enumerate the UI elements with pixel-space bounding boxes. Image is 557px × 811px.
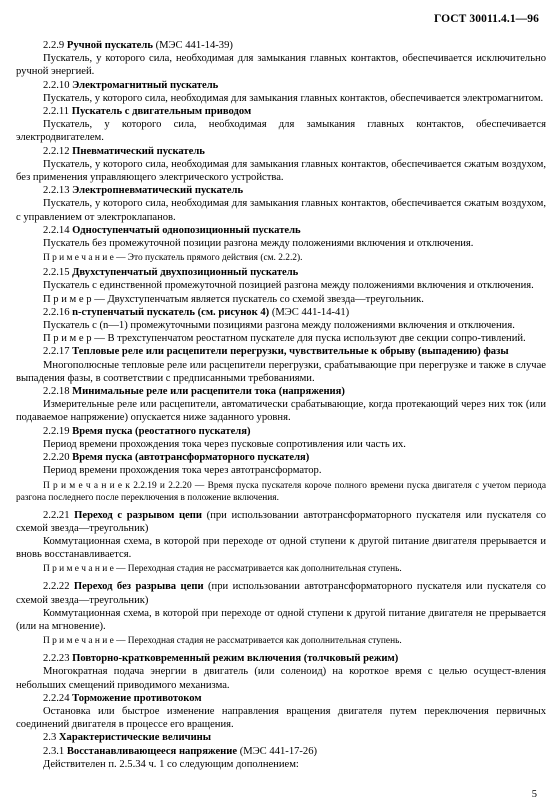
- section-heading: [16, 266, 546, 279]
- example-text: — В трехступенчатом реостатном пускателе для пуска используют две секции сопро-тивлений.: [91, 333, 526, 345]
- section-number: 2.2.20: [43, 452, 70, 464]
- section-title: Пневматический пускатель: [72, 145, 205, 157]
- definition-text: Период времени прохождения тока через автотрансформатор.: [43, 465, 322, 477]
- section-number: 2.2.10: [43, 79, 70, 91]
- section-heading: [16, 105, 546, 118]
- example-label: П р и м е р: [43, 293, 92, 305]
- section-number: 2.2.13: [43, 185, 70, 197]
- section-heading: [16, 184, 546, 197]
- definition-text: Пускатель с единственной промежуточной позицией разгона между положениями включения и отключения.: [43, 280, 534, 292]
- example-label: П р и м е р: [43, 333, 92, 345]
- section-heading: [16, 145, 546, 158]
- section-title: n-ступенчатый пускатель (см. рисунок 4): [72, 306, 270, 318]
- definition-text: Пускатель, у которого сила, необходимая для замыкания главных контактов, обеспечивается сжатым воздухом, с управлением от электроклапанов.: [16, 198, 546, 223]
- definition-text: Период времени прохождения тока через пусковые сопротивления или часть их.: [43, 438, 406, 450]
- section-number: 2.2.11: [43, 106, 70, 118]
- definition-text: Пускатель, у которого сила, необходимая для замыкания главных контактов, обеспечивается исключительно ручной энергией.: [16, 53, 546, 78]
- section-number: 2.2.22: [43, 581, 70, 593]
- section-number: 2.2.18: [43, 386, 70, 398]
- note-label: П р и м е ч а н и е: [43, 564, 114, 575]
- note-text: — Переходная стадия не рассматривается как дополнительная ступень.: [113, 636, 402, 647]
- section-title: Тепловые реле или расцепители перегрузки, чувствительные к обрыву (выпадению) фазы: [72, 346, 509, 358]
- section-heading: [16, 79, 546, 92]
- section-title: Одноступенчатый однопозиционный пускатель: [72, 224, 301, 236]
- section-number: 2.2.23: [43, 653, 70, 665]
- definition-text: Пускатель с (n—1) промежуточными позициями разгона между положениями включения и отключения.: [43, 320, 515, 332]
- section-number: 2.2.15: [43, 267, 70, 279]
- section-title: Торможение противотоком: [72, 692, 202, 704]
- note-text: — Переходная стадия не рассматривается как дополнительная ступень.: [113, 564, 402, 575]
- section-number: 2.2.16: [43, 306, 70, 318]
- section-title: Время пуска (реостатного пускателя): [72, 425, 251, 437]
- section-title: Электромагнитный пускатель: [72, 79, 219, 91]
- section-heading: [16, 745, 546, 758]
- section-title: Время пуска (автотрансформаторного пускателя): [72, 452, 310, 464]
- section-title: Двухступенчатый двухпозиционный пускатель: [72, 267, 299, 279]
- section-number: 2.2.9: [43, 40, 65, 51]
- section-heading: [16, 39, 546, 52]
- definition-text: Многократная подача энергии в двигатель (или соленоид) на короткое время с целью осущест-вления небольших смещений приводимого механизма.: [16, 666, 546, 691]
- section-number: 2.2.19: [43, 425, 70, 437]
- section-reference: (МЭС 441-14-39): [152, 40, 233, 51]
- page-number: 5: [531, 789, 537, 800]
- definition-text: Измерительные реле или расцепители, автоматически срабатывающие, когда протекающий через них ток (или подаваемое напряжение) опускается ниже заданного уровня.: [16, 399, 546, 424]
- section-number: 2.2.14: [43, 224, 70, 236]
- note-text: к 2.2.19 и 2.2.20 — Время пуска пускателя короче полного времени пуска двигателя с учетом периода разгона последнего после переключения в положение включения.: [16, 480, 547, 503]
- section-heading: [16, 425, 546, 438]
- section-heading: [16, 345, 546, 358]
- section-number: 2.2.21: [43, 509, 70, 521]
- section-title: Электропневматический пускатель: [72, 185, 244, 197]
- section-heading: [16, 385, 546, 398]
- definition-text: Коммутационная схема, в которой при переходе от одной ступени к другой питание двигателя прерывается и вновь восстанавливается.: [16, 535, 546, 561]
- section-heading: [16, 692, 546, 705]
- section-title: Восстанавливающееся напряжение: [66, 745, 238, 757]
- note-paragraph: [16, 480, 546, 504]
- section-number: 2.2.24: [43, 692, 70, 704]
- section-title: Повторно-кратковременный режим включения (толчковый режим): [72, 653, 399, 665]
- section-number: 2.3: [43, 732, 57, 744]
- section-title: Характеристические величины: [58, 732, 212, 744]
- section-reference: (МЭС 441-14-41): [269, 306, 350, 318]
- example-text: — Двухступенчатым является пускатель со схемой звезда—треугольник.: [91, 293, 424, 305]
- section-reference: (МЭС 441-17-26): [237, 745, 318, 757]
- note-label: П р и м е ч а н и е: [43, 480, 123, 491]
- definition-text: Пускатель без промежуточной позиции разгона между положениями включения и отключения.: [43, 238, 474, 250]
- note-label: П р и м е ч а н и е: [43, 636, 114, 647]
- document-body: [16, 39, 546, 771]
- section-heading: [16, 451, 546, 464]
- section-heading: [16, 731, 546, 744]
- section-heading: [16, 224, 546, 237]
- section-title: Минимальные реле или расцепители тока (напряжения): [72, 386, 345, 398]
- note-paragraph: [16, 635, 546, 647]
- section-reference: (при использовании автотрансформаторного пускателя или пускателя со схемой звезда—треугольник): [16, 509, 546, 534]
- definition-text: Пускатель, у которого сила, необходимая для замыкания главных контактов, обеспечивается электродвигателем.: [16, 119, 546, 144]
- section-number: 2.2.12: [43, 145, 70, 157]
- section-title: Переход без разрыва цепи: [73, 581, 204, 593]
- definition-text: Пускатель, у которого сила, необходимая для замыкания главных контактов, обеспечивается электромагнитом.: [43, 92, 544, 104]
- section-heading: [16, 509, 546, 535]
- example-paragraph: [16, 332, 546, 345]
- example-paragraph: [16, 293, 546, 306]
- definition-text: Остановка или быстрое изменение направления вращения двигателя путем переключения первичных соединений двигателя в процессе его вращения.: [16, 705, 546, 731]
- section-number: 2.3.1: [43, 745, 65, 757]
- note-paragraph: [16, 563, 546, 575]
- section-title: Переход с разрывом цепи: [74, 509, 202, 521]
- definition-text: Действителен п. 2.5.34 ч. 1 со следующим дополнением:: [43, 758, 299, 770]
- section-reference: (при использовании автотрансформаторного пускателя или пускателя со схемой звезда—треугольник): [16, 581, 546, 606]
- section-title: Ручной пускатель: [66, 40, 153, 51]
- definition-text: Коммутационная схема, в которой при переходе от одной ступени к другой питание двигателя не прерывается (или на мгновение).: [16, 607, 546, 632]
- definition-text: Пускатель, у которого сила, необходимая для замыкания главных контактов, обеспечивается сжатым воздухом, без применения управляющего электрического устройства.: [16, 158, 546, 184]
- document-header: ГОСТ 30011.4.1—96: [433, 13, 539, 25]
- note-label: П р и м е ч а н и е: [43, 253, 114, 264]
- note-text: — Это пускатель прямого действия (см. 2.2.2).: [113, 253, 303, 264]
- note-paragraph: [16, 252, 546, 264]
- section-number: 2.2.17: [43, 346, 70, 358]
- definition-text: Многополюсные тепловые реле или расцепители перегрузки, срабатывающие при перегрузке и также в случае выпадения фазы, в соответствии с предписанными требованиями.: [16, 359, 546, 384]
- section-heading: [16, 652, 546, 665]
- section-title: Пускатель с двигательным приводом: [71, 106, 252, 118]
- section-heading: [16, 306, 546, 319]
- section-heading: [16, 580, 546, 606]
